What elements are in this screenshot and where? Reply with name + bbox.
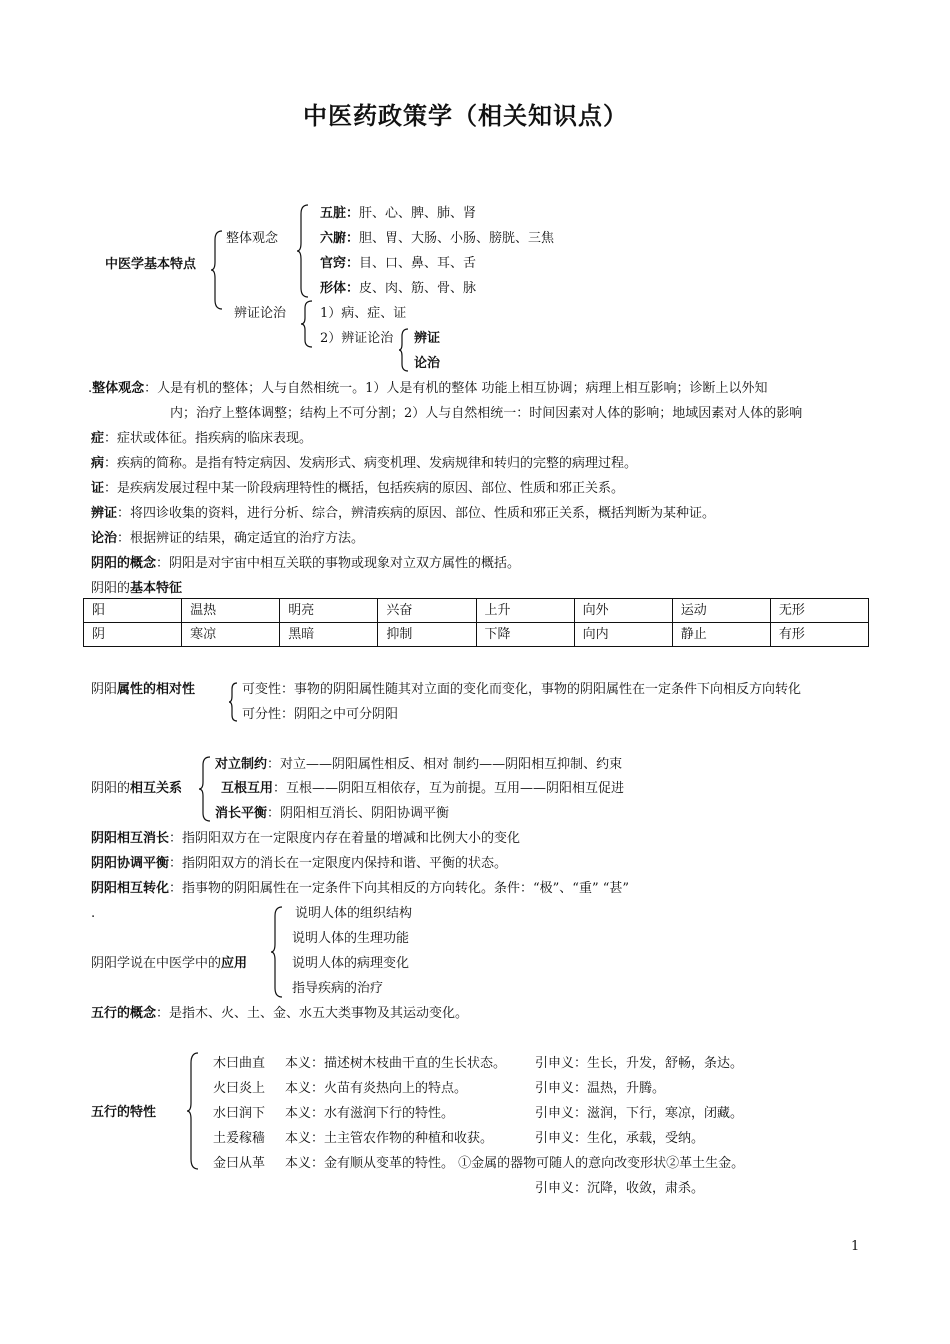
table-row — [84, 623, 869, 647]
def-zheng-syndrome: 证：是疾病发展过程中某一阶段病理特性的概括，包括疾病的原因、部位、性质和邪正关系。 — [91, 481, 625, 496]
brace-icon — [296, 204, 310, 298]
def-bianzheng: 辨证：将四诊收集的资料，进行分析、综合，辨清疾病的原因、部位、性质和邪正关系，概括判断为某种证。 — [91, 506, 716, 521]
whole-concept-label: 整体观念 — [226, 231, 279, 246]
table-cell: 静止 — [672, 623, 770, 647]
def-lunzhi: 论治：根据辨证的结果，确定适宜的治疗方法。 — [91, 531, 365, 546]
yinyang-feature-table — [83, 598, 869, 647]
brace-icon — [186, 1052, 200, 1170]
relation-line-1: 对立制约：对立——阴阳属性相反、相对 制约——阴阳相互抑制、约束 — [215, 757, 623, 772]
table-cell: 兴奋 — [378, 599, 476, 623]
wuxing-yin: 引申义：生长，升发，舒畅，条达。 — [535, 1056, 744, 1071]
relations-label: 阴阳的相互关系 — [91, 781, 183, 796]
application-label: 阴阳学说在中医学中的应用 — [91, 956, 248, 971]
wuxing-yin-extra: 引申义：沉降，收敛，肃杀。 — [535, 1181, 705, 1196]
whole-concept-def-cont: 内；治疗上整体调整；结构上不可分割；2）人与自然相统一：时间因素对人体的影响；地域因素对人体的影响 — [170, 406, 803, 421]
term-zhuanhua: 阴阳相互转化：指事物的阴阳属性在一定条件下向其相反的方向转化。条件：“极”、“重” “甚” — [91, 881, 630, 896]
wuxing-concept: 五行的概念：是指木、火、土、金、水五大类事物及其运动变化。 — [91, 1006, 469, 1021]
table-cell: 黑暗 — [280, 623, 378, 647]
def-zheng-symptom: 症：症状或体征。指疾病的临床表现。 — [91, 431, 313, 446]
relativity-line-1: 可变性：事物的阴阳属性随其对立面的变化而变化，事物的阴阳属性在一定条件下向相反方向转化 — [242, 682, 802, 697]
page-number: 1 — [851, 1239, 860, 1254]
whole-concept-def: .整体观念：人是有机的整体；人与自然相统一。1）人是有机的整体 功能上相互协调；病理上相互影响；诊断上以外知 — [88, 381, 768, 396]
wuxing-root-label: 五行的特性 — [91, 1105, 157, 1120]
dot-mark: . — [91, 906, 96, 921]
application-item: 说明人体的组织结构 — [295, 906, 413, 921]
def-yinyang: 阴阳的概念：阴阳是对宇宙中相互关联的事物或现象对立双方属性的概括。 — [91, 556, 521, 571]
wuxing-ben: 本义：土主管农作物的种植和收获。 — [285, 1131, 494, 1146]
table-cell: 向外 — [574, 599, 672, 623]
table-row — [84, 599, 869, 623]
wuxing-yin: 引申义：滋润，下行，寒凉，闭藏。 — [535, 1106, 744, 1121]
tree-root-label: 中医学基本特点 — [105, 257, 197, 272]
table-cell: 阳 — [84, 599, 182, 623]
application-item: 说明人体的病理变化 — [292, 956, 410, 971]
relation-line-2: 互根互用：互根——阴阳互相依存，互为前提。互用——阴阳相互促进 — [221, 781, 625, 796]
term-pingheng: 阴阳协调平衡：指阴阳双方的消长在一定限度内保持和谐、平衡的状态。 — [91, 856, 508, 871]
brace-icon — [300, 300, 314, 348]
relativity-label: 阴阳属性的相对性 — [91, 682, 196, 697]
wuxing-ben: 本义：金有顺从变革的特性。 ①金属的器物可随人的意向改变形状②革土生金。 — [285, 1156, 745, 1171]
qiao-line: 官窍：目、口、鼻、耳、舌 — [320, 256, 477, 271]
table-cell: 温热 — [182, 599, 280, 623]
brace-icon — [398, 328, 410, 372]
relation-line-3: 消长平衡：阴阳相互消长、阴阳协调平衡 — [215, 806, 450, 821]
wuxing-yin: 引申义：温热，升腾。 — [535, 1081, 666, 1096]
brace-icon — [198, 756, 212, 822]
wuxing-ben: 本义：火苗有炎热向上的特点。 — [285, 1081, 468, 1096]
fu-line: 六腑：胆、胃、大肠、小肠、膀胱、三焦 — [320, 231, 555, 246]
wuxing-yin: 引申义：生化，承载，受纳。 — [535, 1131, 705, 1146]
item-line-1: 1）病、症、证 — [320, 306, 407, 321]
sub-lunzhi: 论治 — [414, 356, 441, 371]
table-cell: 向内 — [574, 623, 672, 647]
table-cell: 下降 — [476, 623, 574, 647]
term-xiaozhang: 阴阳相互消长：指阴阳双方在一定限度内存在着量的增减和比例大小的变化 — [91, 831, 521, 846]
wuxing-name: 木曰曲直 — [213, 1056, 266, 1071]
table-cell: 阴 — [84, 623, 182, 647]
brace-icon — [228, 682, 238, 722]
def-bing: 病：疾病的简称。是指有特定病因、发病形式、病变机理、发病规律和转归的完整的病理过程。 — [91, 456, 638, 471]
table-cell: 抑制 — [378, 623, 476, 647]
xing-line: 形体：皮、肉、筋、骨、脉 — [320, 281, 477, 296]
table-cell: 运动 — [672, 599, 770, 623]
table-cell: 明亮 — [280, 599, 378, 623]
zang-line: 五脏：肝、心、脾、肺、肾 — [320, 206, 477, 221]
application-item: 指导疾病的治疗 — [292, 981, 384, 996]
page-title: 中医药政策学（相关知识点） — [303, 102, 628, 130]
table-cell: 上升 — [476, 599, 574, 623]
yinyang-feature-heading: 阴阳的基本特征 — [91, 581, 183, 596]
relativity-line-2: 可分性：阴阳之中可分阴阳 — [242, 707, 399, 722]
wuxing-name: 土爰稼穑 — [213, 1131, 266, 1146]
table-cell: 有形 — [770, 623, 868, 647]
item-line-2: 2）辨证论治 — [320, 331, 394, 346]
wuxing-ben: 本义：描述树木枝曲干直的生长状态。 — [285, 1056, 507, 1071]
brace-icon — [270, 906, 284, 998]
sub-bianzheng: 辨证 — [414, 331, 441, 346]
bianzheng-label: 辨证论治 — [234, 306, 287, 321]
application-item: 说明人体的生理功能 — [292, 931, 410, 946]
wuxing-ben: 本义：水有滋润下行的特性。 — [285, 1106, 455, 1121]
table-cell: 无形 — [770, 599, 868, 623]
brace-icon — [210, 230, 224, 310]
wuxing-name: 金曰从革 — [213, 1156, 266, 1171]
wuxing-name: 水曰润下 — [213, 1106, 266, 1121]
table-cell: 寒凉 — [182, 623, 280, 647]
wuxing-name: 火曰炎上 — [213, 1081, 266, 1096]
